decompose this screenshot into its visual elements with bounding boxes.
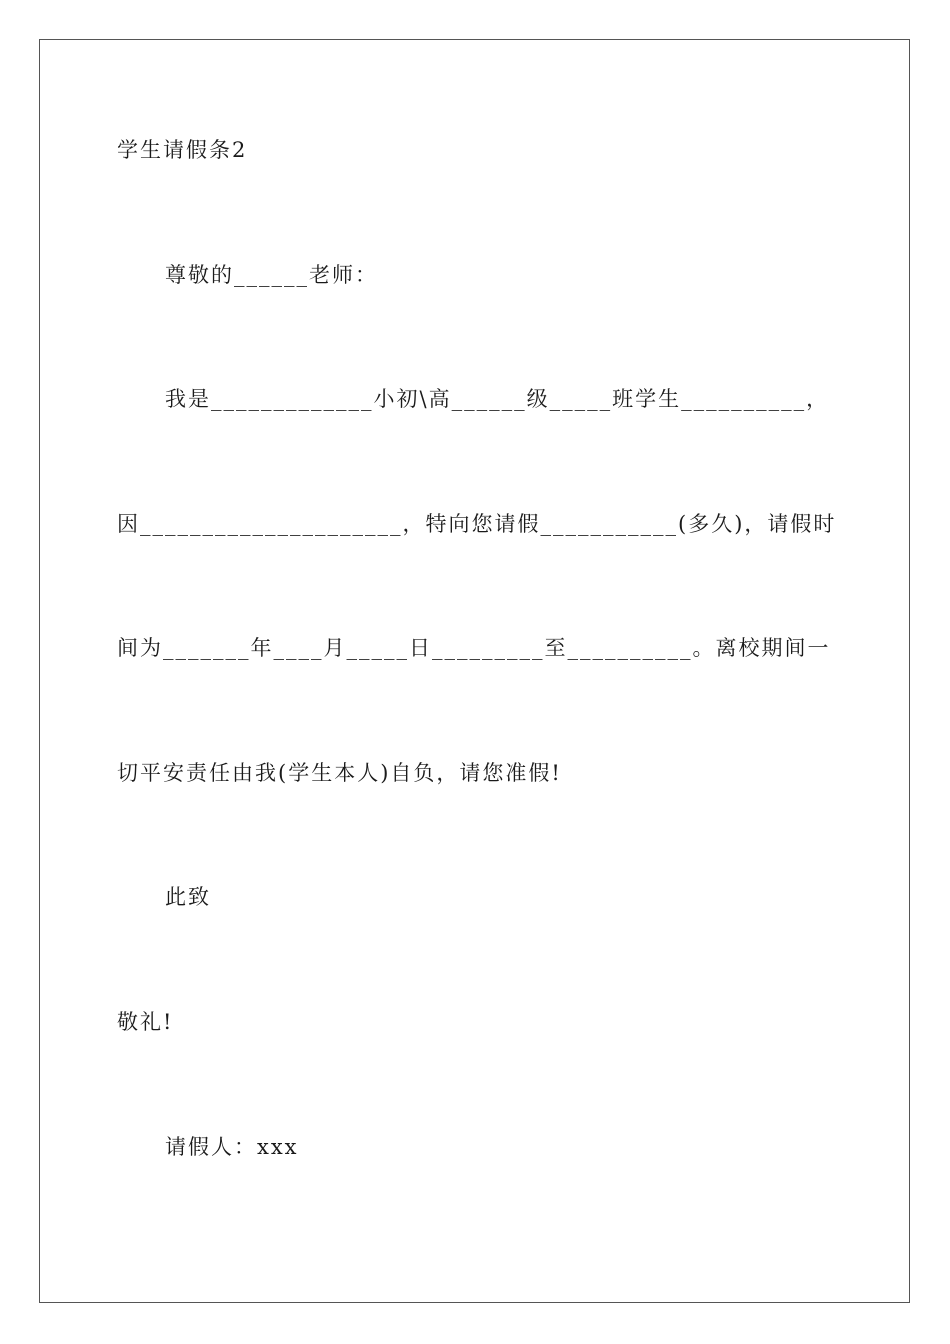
closing-line-1: 此致 <box>165 885 211 909</box>
body-line-3: 间为_______年____月_____日_________至__________。离校期间一 <box>117 636 831 660</box>
closing-line-2: 敬礼! <box>117 1010 174 1034</box>
document-title: 学生请假条2 <box>117 138 248 162</box>
salutation: 尊敬的______老师： <box>165 263 378 287</box>
signature: 请假人：xxx <box>165 1135 299 1159</box>
body-line-4: 切平安责任由我(学生本人)自负，请您准假! <box>117 761 562 785</box>
page-frame <box>39 39 910 1303</box>
body-line-2: 因_____________________，特向您请假___________(多久)，请假时 <box>117 512 837 536</box>
body-line-1: 我是_____________小初\高______级_____班学生__________， <box>165 387 830 411</box>
